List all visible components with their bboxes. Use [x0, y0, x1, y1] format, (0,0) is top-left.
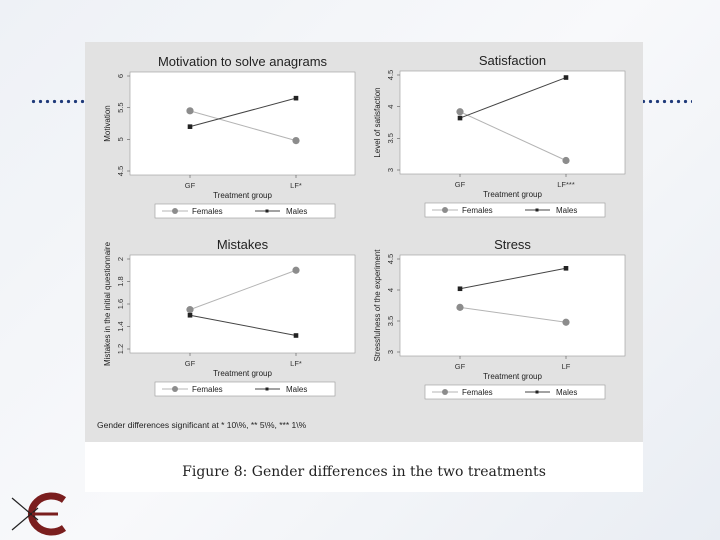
y-tick-label: 3.5 — [386, 133, 395, 144]
x-tick-label: GF — [184, 181, 196, 190]
figure-caption: Figure 8: Gender differences in the two treatments — [182, 464, 546, 480]
logo-icon — [8, 492, 68, 536]
caption-band — [85, 442, 643, 492]
y-tick-label: 1.4 — [116, 321, 125, 332]
data-point-females — [186, 306, 193, 313]
x-tick-label: GF — [454, 180, 466, 189]
data-point-males — [294, 333, 299, 338]
y-tick-label: 1.6 — [116, 298, 125, 310]
data-point-males — [458, 116, 463, 121]
plot-area — [400, 255, 625, 356]
data-point-males — [188, 124, 193, 129]
x-tick-label: LF* — [290, 181, 302, 190]
data-point-females — [292, 137, 299, 144]
y-tick-label: 4.5 — [116, 165, 125, 177]
legend-marker-females — [442, 389, 448, 395]
legend-label-females: Females — [192, 385, 223, 394]
x-tick-label: LF*** — [557, 180, 575, 189]
chart-title: Satisfaction — [478, 53, 547, 68]
legend-marker-males — [266, 210, 269, 213]
legend-label-females: Females — [462, 206, 493, 215]
legend-marker-females — [172, 208, 178, 214]
y-tick-label: 4 — [386, 287, 395, 293]
y-tick-label: 3 — [386, 167, 395, 173]
data-point-females — [186, 107, 193, 114]
legend-marker-males — [536, 209, 539, 212]
y-axis-label: Stressfulness of the experiment — [373, 249, 382, 362]
y-tick-label: 1.8 — [116, 276, 125, 287]
data-point-females — [562, 157, 569, 164]
x-tick-label: GF — [184, 359, 196, 368]
decorative-dotted-line-right — [640, 99, 692, 104]
plot-area — [130, 72, 355, 175]
x-tick-label: LF* — [290, 359, 302, 368]
y-tick-label: 4.5 — [386, 69, 395, 81]
legend-label-females: Females — [192, 207, 223, 216]
legend-marker-males — [536, 391, 539, 394]
data-point-males — [294, 96, 299, 101]
figure-panel — [85, 42, 643, 442]
y-tick-label: 4.5 — [386, 253, 395, 265]
y-tick-label: 5.5 — [116, 102, 125, 113]
data-point-males — [458, 286, 463, 291]
y-tick-label: 1.2 — [116, 343, 125, 355]
x-axis-label: Treatment group — [213, 191, 272, 200]
y-tick-label: 5 — [116, 137, 125, 142]
y-axis-label: Mistakes in the initial questionnaire — [103, 241, 112, 367]
x-axis-label: Treatment group — [483, 190, 542, 199]
y-tick-label: 3.5 — [386, 315, 395, 327]
data-point-females — [562, 319, 569, 326]
data-point-females — [456, 108, 463, 115]
data-point-females — [456, 304, 463, 311]
chart-title: Motivation to solve anagrams — [157, 54, 328, 69]
y-tick-label: 4 — [386, 104, 395, 109]
plot-area — [400, 71, 625, 174]
y-tick-label: 3 — [386, 349, 395, 355]
chart-title: Stress — [494, 237, 531, 252]
chart-title: Mistakes — [216, 237, 269, 252]
legend-label-males: Males — [286, 385, 308, 394]
legend-marker-males — [266, 388, 269, 391]
data-point-males — [564, 266, 569, 271]
plot-area — [130, 255, 355, 353]
legend-label-males: Males — [556, 388, 578, 397]
x-axis-label: Treatment group — [213, 369, 272, 378]
legend-label-males: Males — [556, 206, 578, 215]
figure-charts — [85, 42, 643, 442]
x-axis-label: Treatment group — [483, 372, 542, 381]
legend-label-females: Females — [462, 388, 493, 397]
y-tick-label: 6 — [116, 73, 125, 79]
x-tick-label: LF — [561, 362, 571, 371]
significance-note: Gender differences significant at * 10\%, ** 5\%, *** 1\% — [97, 420, 307, 430]
legend-marker-females — [442, 207, 448, 213]
data-point-females — [292, 267, 299, 274]
x-tick-label: GF — [454, 362, 466, 371]
y-axis-label: Level of satisfaction — [373, 87, 382, 158]
data-point-males — [188, 313, 193, 318]
data-point-males — [564, 75, 569, 80]
y-axis-label: Motivation — [103, 105, 112, 142]
y-tick-label: 2 — [116, 256, 125, 262]
legend-label-males: Males — [286, 207, 308, 216]
decorative-dotted-line-left — [30, 99, 86, 104]
legend-marker-females — [172, 386, 178, 392]
